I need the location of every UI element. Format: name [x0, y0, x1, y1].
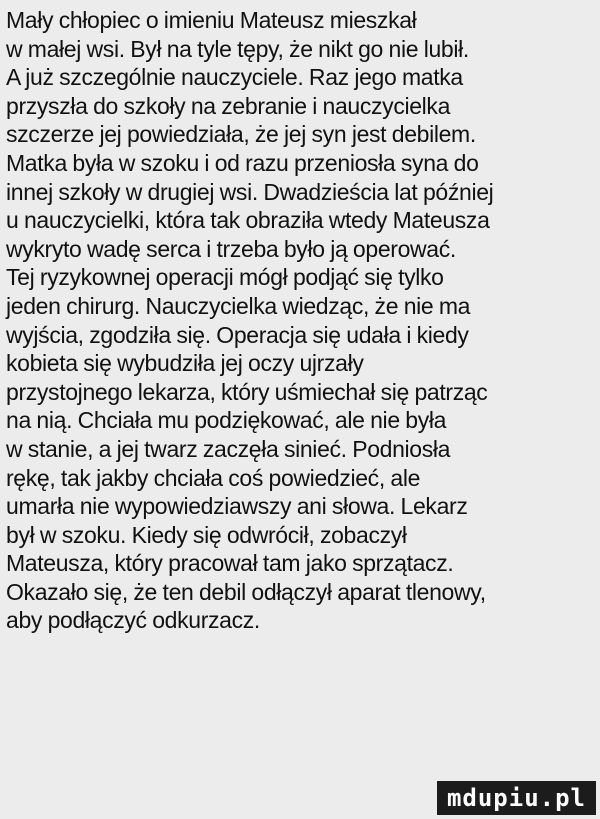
story-line: kobieta się wybudziła jej oczy ujrzały: [6, 350, 364, 377]
story-line: umarła nie wypowiedziawszy ani słowa. Lekarz: [6, 493, 468, 520]
story-line: na nią. Chciała mu podziękować, ale nie była: [6, 407, 447, 434]
story-line: innej szkoły w drugiej wsi. Dwadzieścia lat później: [6, 178, 494, 205]
story-line: był w szoku. Kiedy się odwrócił, zobaczył: [6, 521, 407, 548]
story-line: przystojnego lekarza, który uśmiechał się patrząc: [6, 378, 488, 405]
story-line: A już szczególnie nauczyciele. Raz jego matka: [6, 64, 463, 91]
story-line: szczerze jej powiedziała, że jej syn jest debilem.: [6, 121, 476, 148]
story-line: Matka była w szoku i od razu przeniosła syna do: [6, 149, 479, 176]
story-line: u nauczycielki, która tak obraziła wtedy Mateusza: [6, 207, 490, 234]
story-line: aby podłączyć odkurzacz.: [6, 607, 260, 634]
story-line: wyjścia, zgodziła się. Operacja się udała i kiedy: [6, 321, 469, 348]
story-text: [6, 6, 598, 635]
story-line: w stanie, a jej twarz zaczęła sinieć. Podniosła: [6, 435, 451, 462]
site-watermark-logo: mdupiu.pl: [437, 781, 596, 815]
story-line: w małej wsi. Był na tyle tępy, że nikt go nie lubił.: [6, 35, 469, 62]
story-line: Tej ryzykownej operacji mógł podjąć się tylko: [6, 264, 444, 291]
story-line: Mały chłopiec o imieniu Mateusz mieszkał: [6, 7, 417, 33]
story-line: rękę, tak jakby chciała coś powiedzieć, ale: [6, 464, 421, 491]
story-line: wykryto wadę serca i trzeba było ją operować.: [6, 235, 456, 262]
story-line: Okazało się, że ten debil odłączył aparat tlenowy,: [6, 578, 486, 605]
story-line: jeden chirurg. Nauczycielka wiedząc, że nie ma: [6, 292, 471, 319]
story-line: przyszła do szkoły na zebranie i nauczycielka: [6, 92, 451, 119]
story-line: Mateusza, który pracował tam jako sprzątacz.: [6, 550, 454, 577]
